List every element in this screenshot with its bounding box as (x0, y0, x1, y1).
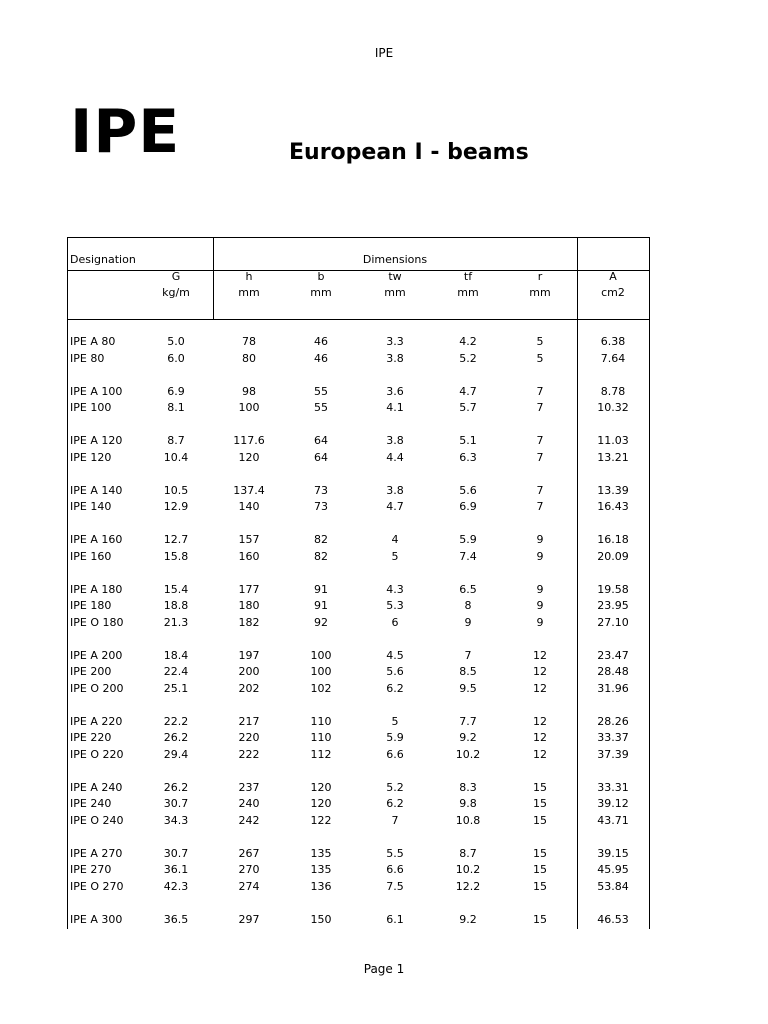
row-root-radius: 15 (533, 863, 547, 876)
row-weight: 22.2 (163, 714, 189, 728)
row-web-thickness: 6.2 (386, 681, 404, 695)
row-designation: IPE 200 (70, 665, 112, 678)
row-root-radius: 9 (536, 582, 544, 596)
row-designation: IPE O 240 (70, 813, 124, 827)
row-area: 33.37 (597, 731, 629, 744)
row-weight: 8.7 (167, 434, 185, 447)
row-height: 242 (238, 813, 260, 827)
row-flange-thickness: 9 (464, 615, 472, 629)
row-width: 55 (314, 401, 328, 414)
row-designation: IPE A 200 (70, 648, 123, 662)
row-height: 80 (242, 351, 256, 365)
row-root-radius: 7 (536, 434, 544, 447)
row-width: 82 (314, 549, 328, 563)
row-flange-thickness: 5.6 (459, 483, 477, 497)
row-width: 122 (310, 813, 332, 827)
row-area: 28.48 (597, 665, 629, 678)
col-area-symbol: A (609, 270, 617, 283)
row-designation: IPE A 160 (70, 533, 123, 546)
dimensions-header: Dimensions (362, 253, 428, 266)
row-area: 28.26 (597, 714, 629, 728)
row-designation: IPE O 180 (70, 615, 124, 629)
col-height-unit: mm (238, 286, 260, 299)
row-weight: 42.3 (163, 879, 189, 893)
col-root-radius-symbol: r (537, 270, 543, 283)
row-width: 64 (314, 434, 328, 447)
row-designation: IPE 220 (70, 731, 112, 744)
row-flange-thickness: 9.8 (459, 797, 477, 810)
row-web-thickness: 3.3 (386, 335, 404, 348)
row-designation: IPE 180 (70, 599, 112, 612)
row-width: 46 (314, 335, 328, 348)
col-root-radius-unit: mm (529, 286, 551, 299)
row-root-radius: 9 (536, 599, 544, 612)
row-flange-thickness: 4.7 (459, 384, 477, 398)
row-web-thickness: 6.6 (386, 747, 404, 761)
row-root-radius: 15 (533, 780, 547, 794)
row-weight: 30.7 (163, 797, 189, 810)
row-width: 64 (314, 450, 328, 464)
row-root-radius: 9 (536, 615, 544, 629)
row-web-thickness: 7.5 (386, 879, 404, 893)
row-designation: IPE O 200 (70, 681, 124, 695)
row-designation: IPE A 180 (70, 582, 123, 596)
row-flange-thickness: 5.9 (459, 533, 477, 546)
row-designation: IPE A 120 (70, 434, 123, 447)
row-width: 92 (314, 615, 328, 629)
col-web-thickness-symbol: tw (388, 270, 402, 283)
page-footer: Page 1 (363, 962, 405, 976)
row-designation: IPE 270 (70, 863, 112, 876)
row-designation: IPE A 300 (70, 912, 123, 926)
row-area: 23.95 (597, 599, 629, 612)
row-web-thickness: 5.6 (386, 665, 404, 678)
row-flange-thickness: 12.2 (455, 879, 481, 893)
row-height: 297 (238, 912, 260, 926)
row-web-thickness: 6.1 (386, 912, 404, 926)
row-weight: 12.9 (163, 500, 189, 513)
row-area: 19.58 (597, 582, 629, 596)
row-flange-thickness: 6.9 (459, 500, 477, 513)
designation-header: Designation (70, 253, 136, 266)
row-designation: IPE A 270 (70, 846, 123, 860)
row-designation: IPE O 270 (70, 879, 124, 893)
row-height: 100 (238, 401, 260, 414)
row-web-thickness: 5 (391, 714, 399, 728)
table-border-right (649, 237, 650, 929)
row-area: 16.43 (597, 500, 629, 513)
row-root-radius: 7 (536, 483, 544, 497)
row-flange-thickness: 5.2 (459, 351, 477, 365)
row-web-thickness: 5.2 (386, 780, 404, 794)
row-flange-thickness: 9.5 (459, 681, 477, 695)
row-height: 177 (238, 582, 260, 596)
row-web-thickness: 3.8 (386, 483, 404, 497)
row-area: 11.03 (597, 434, 629, 447)
row-height: 137.4 (233, 483, 265, 497)
row-width: 91 (314, 599, 328, 612)
row-weight: 10.5 (163, 483, 189, 497)
row-height: 237 (238, 780, 260, 794)
row-area: 6.38 (600, 335, 626, 348)
row-web-thickness: 6.2 (386, 797, 404, 810)
row-width: 110 (310, 731, 332, 744)
row-root-radius: 15 (533, 797, 547, 810)
row-web-thickness: 6 (391, 615, 399, 629)
row-weight: 15.4 (163, 582, 189, 596)
row-height: 98 (242, 384, 256, 398)
row-web-thickness: 4.3 (386, 582, 404, 596)
row-designation: IPE 100 (70, 401, 112, 414)
row-root-radius: 15 (533, 846, 547, 860)
big-title: IPE (70, 97, 181, 167)
row-width: 46 (314, 351, 328, 365)
row-area: 53.84 (597, 879, 629, 893)
row-weight: 18.4 (163, 648, 189, 662)
row-root-radius: 7 (536, 450, 544, 464)
table-rule-header-bottom (67, 319, 650, 320)
page-header: IPE (374, 46, 394, 60)
row-area: 39.15 (597, 846, 629, 860)
row-flange-thickness: 9.2 (459, 731, 477, 744)
row-root-radius: 12 (533, 731, 547, 744)
row-root-radius: 12 (533, 648, 547, 662)
row-web-thickness: 5 (391, 549, 399, 563)
row-width: 102 (310, 681, 332, 695)
row-flange-thickness: 5.7 (459, 401, 477, 414)
row-root-radius: 12 (533, 665, 547, 678)
col-flange-thickness-symbol: tf (463, 270, 473, 283)
row-height: 120 (238, 450, 260, 464)
row-web-thickness: 3.6 (386, 384, 404, 398)
row-root-radius: 15 (533, 813, 547, 827)
row-height: 217 (238, 714, 260, 728)
row-width: 110 (310, 714, 332, 728)
row-flange-thickness: 7 (464, 648, 472, 662)
row-designation: IPE 120 (70, 450, 112, 464)
row-web-thickness: 4 (391, 533, 399, 546)
row-designation: IPE 160 (70, 549, 112, 563)
row-area: 8.78 (600, 384, 626, 398)
row-area: 20.09 (597, 549, 629, 563)
row-weight: 30.7 (163, 846, 189, 860)
row-width: 82 (314, 533, 328, 546)
row-weight: 6.0 (167, 351, 185, 365)
row-flange-thickness: 8.5 (459, 665, 477, 678)
row-web-thickness: 4.4 (386, 450, 404, 464)
row-root-radius: 9 (536, 549, 544, 563)
row-height: 274 (238, 879, 260, 893)
row-designation: IPE 140 (70, 500, 112, 513)
row-designation: IPE O 220 (70, 747, 124, 761)
row-height: 160 (238, 549, 260, 563)
row-weight: 18.8 (163, 599, 189, 612)
row-area: 23.47 (597, 648, 629, 662)
subtitle: European I - beams (289, 140, 529, 165)
col-weight-unit: kg/m (162, 286, 190, 299)
row-area: 13.21 (597, 450, 629, 464)
row-height: 222 (238, 747, 260, 761)
row-area: 37.39 (597, 747, 629, 761)
row-area: 27.10 (597, 615, 629, 629)
row-designation: IPE A 140 (70, 483, 123, 497)
row-width: 150 (310, 912, 332, 926)
row-weight: 34.3 (163, 813, 189, 827)
row-root-radius: 12 (533, 714, 547, 728)
col-width-symbol: b (317, 270, 325, 283)
row-weight: 5.0 (167, 335, 185, 348)
row-area: 46.53 (597, 912, 629, 926)
row-root-radius: 5 (536, 351, 544, 365)
row-height: 267 (238, 846, 260, 860)
row-flange-thickness: 9.2 (459, 912, 477, 926)
row-web-thickness: 3.8 (386, 351, 404, 365)
row-height: 240 (238, 797, 260, 810)
row-root-radius: 12 (533, 747, 547, 761)
beam-table (67, 237, 650, 929)
row-root-radius: 15 (533, 912, 547, 926)
row-root-radius: 5 (536, 335, 544, 348)
row-width: 120 (310, 797, 332, 810)
row-designation: IPE A 80 (70, 335, 116, 348)
row-area: 13.39 (597, 483, 629, 497)
col-weight-symbol: G (171, 270, 181, 283)
row-root-radius: 12 (533, 681, 547, 695)
row-flange-thickness: 7.4 (459, 549, 477, 563)
row-weight: 22.4 (163, 665, 189, 678)
row-area: 45.95 (597, 863, 629, 876)
row-width: 100 (310, 648, 332, 662)
row-width: 73 (314, 483, 328, 497)
table-border-top (67, 237, 650, 238)
row-web-thickness: 4.5 (386, 648, 404, 662)
row-height: 270 (238, 863, 260, 876)
row-weight: 15.8 (163, 549, 189, 563)
col-width-unit: mm (310, 286, 332, 299)
col-web-thickness-unit: mm (384, 286, 406, 299)
row-width: 55 (314, 384, 328, 398)
row-height: 78 (242, 335, 256, 348)
row-flange-thickness: 8.7 (459, 846, 477, 860)
row-flange-thickness: 6.5 (459, 582, 477, 596)
row-width: 135 (310, 846, 332, 860)
row-area: 10.32 (597, 401, 629, 414)
row-flange-thickness: 8.3 (459, 780, 477, 794)
row-height: 200 (238, 665, 260, 678)
row-weight: 6.9 (167, 384, 185, 398)
col-flange-thickness-unit: mm (457, 286, 479, 299)
row-root-radius: 7 (536, 500, 544, 513)
row-flange-thickness: 10.2 (455, 747, 481, 761)
row-weight: 26.2 (163, 780, 189, 794)
row-weight: 10.4 (163, 450, 189, 464)
col-area-unit: cm2 (601, 286, 625, 299)
row-web-thickness: 6.6 (386, 863, 404, 876)
row-area: 33.31 (597, 780, 629, 794)
row-root-radius: 9 (536, 533, 544, 546)
row-weight: 36.1 (163, 863, 189, 876)
table-divider-designation (213, 237, 214, 319)
row-designation: IPE 240 (70, 797, 112, 810)
row-web-thickness: 5.5 (386, 846, 404, 860)
row-web-thickness: 4.1 (386, 401, 404, 414)
row-height: 182 (238, 615, 260, 629)
row-height: 117.6 (233, 434, 265, 447)
row-flange-thickness: 5.1 (459, 434, 477, 447)
row-root-radius: 15 (533, 879, 547, 893)
table-divider-area (577, 237, 578, 929)
row-width: 136 (310, 879, 332, 893)
row-height: 140 (238, 500, 260, 513)
row-web-thickness: 4.7 (386, 500, 404, 513)
row-height: 220 (238, 731, 260, 744)
row-designation: IPE A 240 (70, 780, 123, 794)
row-flange-thickness: 6.3 (459, 450, 477, 464)
row-area: 16.18 (597, 533, 629, 546)
row-area: 43.71 (597, 813, 629, 827)
row-flange-thickness: 8 (464, 599, 472, 612)
row-root-radius: 7 (536, 384, 544, 398)
row-width: 100 (310, 665, 332, 678)
row-width: 135 (310, 863, 332, 876)
row-area: 31.96 (597, 681, 629, 695)
row-height: 157 (238, 533, 260, 546)
row-area: 7.64 (600, 351, 626, 365)
row-width: 91 (314, 582, 328, 596)
col-height-symbol: h (245, 270, 253, 283)
row-width: 112 (310, 747, 332, 761)
row-height: 180 (238, 599, 260, 612)
row-web-thickness: 5.9 (386, 731, 404, 744)
row-web-thickness: 7 (391, 813, 399, 827)
row-height: 202 (238, 681, 260, 695)
row-weight: 26.2 (163, 731, 189, 744)
row-flange-thickness: 4.2 (459, 335, 477, 348)
row-weight: 25.1 (163, 681, 189, 695)
row-root-radius: 7 (536, 401, 544, 414)
row-designation: IPE A 100 (70, 384, 123, 398)
table-border-left (67, 237, 68, 929)
row-designation: IPE 80 (70, 351, 105, 365)
row-height: 197 (238, 648, 260, 662)
row-area: 39.12 (597, 797, 629, 810)
row-flange-thickness: 7.7 (459, 714, 477, 728)
row-flange-thickness: 10.8 (455, 813, 481, 827)
row-designation: IPE A 220 (70, 714, 123, 728)
row-width: 120 (310, 780, 332, 794)
row-weight: 12.7 (163, 533, 189, 546)
row-web-thickness: 3.8 (386, 434, 404, 447)
table-rule-group-header (67, 270, 650, 271)
row-weight: 29.4 (163, 747, 189, 761)
row-flange-thickness: 10.2 (455, 863, 481, 876)
row-web-thickness: 5.3 (386, 599, 404, 612)
row-weight: 21.3 (163, 615, 189, 629)
row-weight: 36.5 (163, 912, 189, 926)
row-width: 73 (314, 500, 328, 513)
row-weight: 8.1 (167, 401, 185, 414)
